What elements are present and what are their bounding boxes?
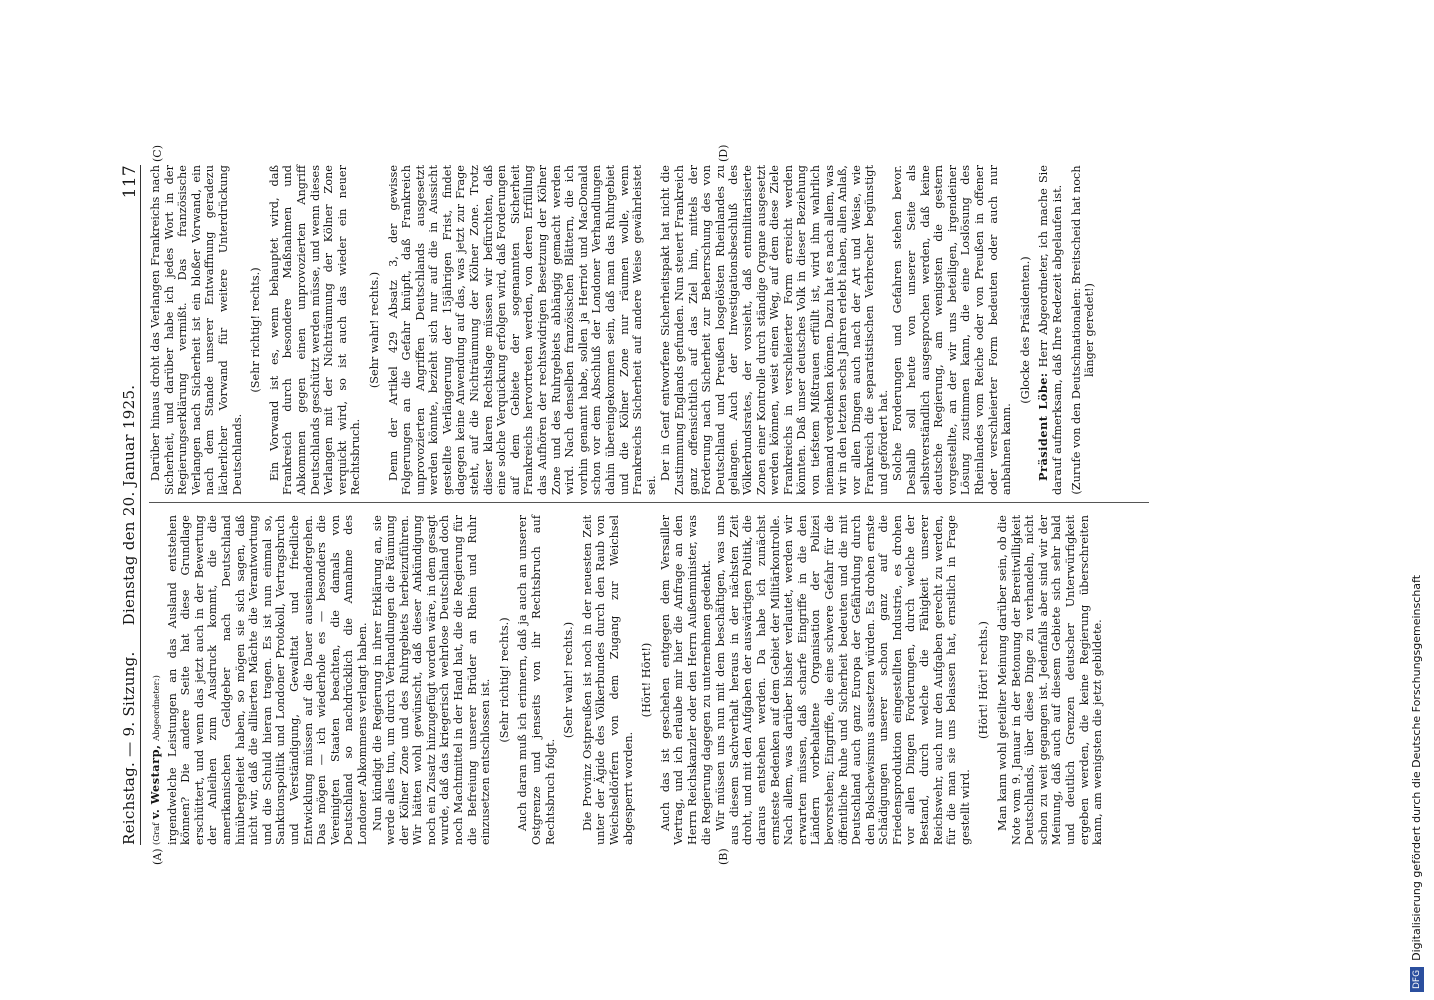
paragraph: Die Provinz Ostpreußen ist noch in der neuesten Zeit unter der Ägide des Völkerbundes durch den Raub von Weichseldörfern von dem Zugang zur Weichsel abgesperrt worden.	[580, 515, 635, 845]
column-left	[149, 515, 1106, 845]
paragraph: Nun kündigt die Regierung in ihrer Erklärung an, sie werde alles tun, um durch Verhandlungen die Räumung der Kölner Zone und des Ruhrgebiets herbeizuführen. Wir hätten wohl gewünscht, daß dieser Ankündigung noch ein Zusatz hinzugefügt worden wäre, in dem gesagt wurde, daß das kriegerisch wehrlose Deutschland doch noch Machtmittel in der Hand hat, die die Regierung für die Befreiung unserer Brüder an Rhein und Ruhr einzusetzen entschlossen ist.	[370, 515, 493, 845]
header-date: Dienstag den 20. Januar 1925.	[120, 384, 138, 626]
paragraph: Auch das ist geschehen entgegen dem Versailler Vertrag, und ich erlaube mir hier die Anfrage an den Herrn Reichskanzler oder den Herrn Außenminister, was die Regierung dagegen zu unternehmen gedenkt.	[658, 515, 713, 845]
paragraph: Ein Vorwand ist es, wenn behauptet wird, daß Frankreich durch besondere Maßnahmen und Abkommen gegen einen unprovozierten Angriff Deutschlands geschützt werden müsse, und wenn dieses Verlangen mit der Nichträumung der Kölner Zone verquickt wird, so ist auch das wieder ein neuer Rechtsbruch.	[267, 165, 363, 495]
speaker-role: Abgeordneter:)	[152, 675, 162, 741]
speaker-prefix: (Graf	[152, 822, 162, 845]
margin-mark-b: (B)	[717, 848, 730, 865]
paragraph: Auch daran muß ich erinnern, daß ja auch an unserer Ostgrenze und jenseits von ihr Rechtsbruch auf Rechtsbruch folgt.	[516, 515, 557, 845]
margin-mark-a: (A)	[151, 848, 164, 865]
dfg-badge: DFG	[1410, 967, 1424, 992]
header-rule	[140, 165, 141, 845]
president-label: Präsident Löbe:	[1036, 372, 1051, 481]
president-text: Herr Abgeordneter, ich mache Sie darauf aufmerksam, daß Ihre Redezeit abgelaufen ist.	[1037, 165, 1064, 495]
interjection: (Hört! Hört! rechts.)	[977, 621, 991, 739]
paragraph: Denn der Artikel 429 Absatz 3, der gewisse Folgerungen an die Gefahr knüpft, daß Frankreich unprovozierten Angriffen Deutschlands ausgesetzt werden könnte, bezieht sich nur auf die in Aussicht gestellte Verlängerung der 15jährigen Frist, findet dagegen keine Anwendung auf das, was jetzt zur Frage steht, auf die Nichträumung der Kölner Zone. Trotz dieser klaren Rechtslage müssen wir befürchten, daß eine solche Verquickung erfolgen wird, daß Forderungen auf dem Gebiete der sogenannten Sicherheit Frankreichs hervortreten werden, von deren Erfüllung das Aufhören der rechtswidrigen Besetzung der Kölner Zone und des Ruhrgebiets abhängig gemacht werden wird. Nach denselben französischen Blättern, die ich vorhin genannt habe, sollen ja Herriot und MacDonald schon vor dem Abschluß der Londoner Verhandlungen dahin übereingekommen sein, daß man das Ruhrgebiet und die Kölner Zone nur räumen wolle, wenn Frankreichs Sicherheit auf andere Weise gewährleistet sei.	[386, 165, 658, 495]
president-paragraph	[1037, 165, 1064, 495]
speaker-line	[149, 515, 165, 845]
paragraph: Wir müssen uns nun mit dem beschäftigen, was uns aus diesem Sachverhalt heraus in der nächsten Zeit droht, und mit den Aufgaben der auswärtigen Politik, die daraus entstehen werden. Da habe ich zunächst ernsteste Bedenken auf dem Gebiet der Militärkontrolle. Nach allem, was darüber bisher verlautet, werden wir erwarten müssen, daß scharfe Eingriffe in die den Ländern vorbehaltene Organisation der Polizei bevorstehen; Eingriffe, die eine schwere Gefahr für die öffentliche Ruhe und Sicherheit bedeuten und die mit Deutschland auch ganz Europa der Gefährdung durch den Bolschewismus aussetzen würden. Es drohen ernste Schädigungen unserer schon ganz auf die Friedensproduktion eingestellten Industrie, es drohen vor allen Dingen Forderungen, durch welche der Bestand, durch welche die Fähigkeit unserer Reichswehr, auch nur den Aufgaben gerecht zu werden, für die man sie uns belassen hat, ernstlich in Frage gestellt wird.	[714, 515, 972, 845]
dfg-credit-text-wrap	[1406, 6, 1428, 992]
interjection: (Sehr wahr! rechts.)	[562, 621, 576, 739]
paragraph: Man kann wohl geteilter Meinung darüber sein, ob die Note vom 9. Januar in der Betonung der Bereitwilligkeit Deutschlands, über diese Dinge zu verhandeln, nicht schon zu weit gegangen ist. Jedenfalls aber sind wir der Meinung, daß auch auf diesem Gebiete sich sehr bald und deutlich Grenzen deutscher Unterwürfigkeit ergeben werden, die keine Regierung überschreiten kann, am wenigsten die jetzt gebildete.	[996, 515, 1105, 845]
interjection: (Sehr wahr! rechts.)	[367, 271, 381, 389]
header-left: Reichstag. — 9. Sitzung.	[120, 651, 138, 845]
page-number: 117	[120, 165, 140, 199]
interjection: (Sehr richtig! rechts.)	[497, 617, 511, 743]
column-right	[149, 165, 1102, 495]
rotated-page	[17, 60, 1417, 940]
paragraph: Darüber hinaus droht das Verlangen Frankreichs nach Sicherheit, und darüber habe ich jedes Wort in der Regierungserklärung vermißt. Das französische Verlangen nach Sicherheit ist ein bloßer Vorwand, ein nach dem Stande unserer Entwaffnung geradezu lächerlicher Vorwand für weitere Unterdrückung Deutschlands.	[149, 165, 244, 495]
paragraph: Solche Forderungen und Gefahren stehen bevor. Deshalb soll heute von unserer Seite als selbstverständlich ausgesprochen werden, daß keine deutsche Regierung, am wenigsten die gestern vorgestellte, an der wir uns beteiligen, irgendeiner Lösung zustimmen kann, die eine Loslösung des Rheinlandes vom Reiche oder von Preußen in offener oder verschleierter Form bedeuten oder auch nur anbahnen kann.	[891, 165, 1014, 495]
interjection: (Glocke des Präsidenten.)	[1018, 256, 1032, 404]
dfg-credit-text: Digitalisierung gefördert durch die Deutsche Forschungsgemeinschaft	[1410, 574, 1423, 961]
margin-mark-d: (D)	[717, 144, 730, 162]
dfg-credit	[1406, 6, 1428, 992]
interjection: (Hört! Hört!)	[640, 642, 654, 718]
interjection: (Zurufe von den Deutschnationalen: Breitscheid hat noch länger geredet!)	[1069, 165, 1097, 495]
column-divider	[149, 502, 1149, 503]
interjection: (Sehr richtig! rechts.)	[249, 267, 263, 393]
paragraph: Der in Genf entworfene Sicherheitspakt hat nicht die Zustimmung Englands gefunden. Nun steuert Frankreich ganz offensichtlich auf das Ziel hin, mittels der Forderung nach Sicherheit zur Beherrschung des von Deutschland und Preußen losgelösten Rheinlandes zu gelangen. Auch der Investigationsbeschluß des Völkerbundsrates, der vorsieht, daß entmilitarisierte Zonen einer Kontrolle durch ständige Organe ausgesetzt werden können, weist einen Weg, auf dem diese Ziele Frankreichs in verschleierter Form erreicht werden könnten. Daß unser deutsches Volk in dieser Beziehung von tiefstem Mißtrauen erfüllt ist, wird ihm wahrlich niemand verdenken können. Dazu hat es nach allem, was wir in den letzten sechs Jahren erlebt haben, allen Anlaß, vor allen Dingen auch nach der Art und Weise, wie Frankreich die separatistischen Verbrecher begünstigt und gefördert hat.	[659, 165, 890, 495]
paragraph: irgendwelche Leistungen an das Ausland entstehen können? Die andere Seite hat diese Grundlage erschüttert, und wenn das jetzt auch in der Bewertung der Anleihen zum Ausdruck kommt, die die amerikanischen Geldgeber nach Deutschland hinübergeleitet haben, so mögen sie sich sagen, daß nicht wir, daß die alliierten Mächte die Verantwortung und die Schuld hieran tragen. Es ist nun einmal so, Sanktionspolitik und Londoner Protokoll, Vertragsbruch und Verständigung, Gewalttat und friedliche Entwicklung müssen auf die Dauer auseinandergehen. Das mögen — ich wiederhole es — besonders die Vereinigten Staaten beachten, die damals von Deutschland so nachdrücklich die Annahme des Londoner Abkommens verlangt haben.	[165, 515, 369, 845]
margin-mark-c: (C)	[151, 145, 164, 162]
speaker-name: v. Westarp,	[148, 744, 162, 820]
running-head	[120, 165, 140, 845]
